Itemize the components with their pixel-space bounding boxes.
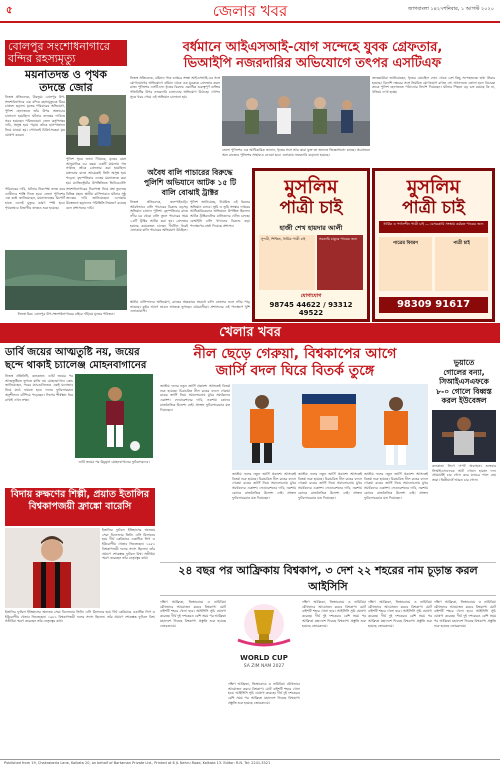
ad-matrimonial-1 [252, 168, 370, 322]
world-cup-label: WORLD CUP [240, 654, 288, 662]
ad1-phone: 98745 44622 / 93312 49522 [269, 301, 353, 317]
sports-story4-headline [432, 358, 496, 406]
story1-headline-line1: বোলপুর সংশোধনাগারে [8, 40, 110, 53]
ad-matrimonial-2 [372, 168, 495, 322]
sports-story2-headline-line1: বিদায় রুক্ষণের শিল্পী, প্রয়াত ইতালির [10, 489, 150, 500]
sports-story2-photo [5, 528, 100, 608]
sports-story5-headline: ২৪ বছর পর আফ্রিকায় বিশ্বকাপ, ৩ দেশ ২২ শহরের নাম চূড়ান্ত করল আইসিসি [160, 562, 496, 596]
sports-story4-headline-line1: ভুয়াতে [453, 358, 475, 367]
sports-story5-body-4: দক্ষিণ আফ্রিকা, জিম্বাবোয়ে ও নামিবিয়া যৌথভাবে আয়োজন করবে বিশ্বকাপ। মোট বাইশটি শহরে খেলা হবে। আইসিসি সূচি ঘোষণা করেছে। দীর্ঘ দুই দশকেরও বেশি সময় পর আফ্রিকা মহাদেশে ফিরছে বিশ্বকাপ। প্রস্তুতি শুরু হয়েছে জোরকদমে। [368, 600, 432, 628]
story1-body-b: পুলিশ সূত্রে জানা গিয়েছে, মৃতের বয়স আনুমানিক ৩৫ বছর। একটি মামলায় গত সপ্তাহে তাঁকে গ্রেফতার করা হয়েছিল। মঙ্গলবার রাতে আচমকাই তিনি অসুস্থ হয়ে পড়েন। বৃহস্পতিবার দেহের ময়নাতদন্ত করা হয়। ম্যাজিস্ট্রেটের উপস্থিতিতে ভিডিওগ্রাফি [66, 157, 126, 185]
ad1-line2: সরকারি চাকুরে পাত্রের জন্য [317, 235, 363, 290]
ad1-title1: মুসলিম [284, 176, 338, 198]
story1-headline-box [5, 40, 127, 66]
sports-story1-photo [75, 374, 153, 458]
sports-story4-headline-line4: ৮-০ গোলে বিধ্বস্ত [436, 386, 492, 396]
sports-story4-headline-line2: গোলের বন্যা, [443, 367, 485, 377]
sports-story1-body: নিজস্ব প্রতিনিধি, কলকাতা: ডার্বি জয়ের পর আত্মতুষ্টিতে ভুগতে রাজি নয় মোহনবাগান। কোচ জানিয়েছেন, পরের ম্যাচগুলিতেও একই মনোভাব নিয়ে মাঠে নামতে হবে। দলের ফুটবলাররাও অনুশীলনে ঝাঁপিয়ে পড়েছেন। লিগের শীর্ষস্থান ধরে রাখাই এখন লক্ষ্য। [5, 374, 73, 402]
story3-body-a: নিজস্ব প্রতিবেদক, জলপাইগুড়ি: অবৈধভাবে বালি পাচারের বিরুদ্ধে বড়সড় অভিযান চালাল পুলিশ। বৃহস্পতিবার রাতে নদীর চর থেকে বালি তুলে পাচারের সময় ১৫টি ট্রাক্টর আটক করা হয়। গ্রেফতার হয়েছে কয়েকজন চালক। দীর্ঘদিন ধরেই এলাকায় বালি পাচারের অভিযোগ উঠছিল। [130, 200, 188, 233]
story3-body-c: স্থানীয় বাসিন্দাদের অভিযোগ, রাতের অন্ধকারে অবাধে বালি তোলার ফলে নদীর পাড় ভাঙছে। বর্ষার আগে ভাঙন আতঙ্কে ভুগছেন গ্রামবাসীরা। প্রশাসনের এই পদক্ষেপে খুশি এলাকাবাসী। [130, 300, 250, 314]
story1-headline-line2: বন্দির রহস্যমৃত্যু [8, 52, 76, 65]
story3-body-b: পুলিশ জানিয়েছে, নিয়মিত এই ধরনের অভিযান চলবে। ভূমি ও ভূমি সংস্কার দপ্তরের আধিকারিকেরাও অভিযানে উপস্থিত ছিলেন। আটক ট্রাক্টরগুলির মালিকদের খোঁজ চলছে। বেআইনি বালি খাদানের বিরুদ্ধে কড়া পদক্ষেপের বার্তা দিয়েছে প্রশাসন। [190, 200, 250, 228]
ad1-name: হাজী শেখ হায়দার আলী [279, 224, 343, 232]
sports-story4-headline-line3: সিআইএসএফকে [439, 377, 489, 386]
ad1-contact-label: যোগাযোগ [300, 293, 322, 299]
sports-story3-body: জাতীয় দলের নতুন জার্সি প্রকাশ্যে আসতেই বিতর্ক শুরু হয়েছে। চিরাচরিত নীল রঙের বদলে গেরুয়া রঙের জার্সি নিয়ে সমালোচনায় মুখর সমর্থকদের একাংশ। ফেডারেশনের দাবি, নকশায় কোনও রাজনৈতিক উদ্দেশ্য নেই। প্রাক্তন ফুটবলারেরাও মত দিয়েছেন। [160, 384, 230, 412]
sports-story3-headline [160, 346, 430, 380]
story1-subhead-line1: ময়নাতদন্ত ও পৃথক [25, 68, 107, 81]
sports-story3-body-3: জাতীয় দলের নতুন জার্সি প্রকাশ্যে আসতেই বিতর্ক শুরু হয়েছে। চিরাচরিত নীল রঙের বদলে গেরুয়া রঙের জার্সি নিয়ে সমালোচনায় মুখর সমর্থকদের একাংশ। ফেডারেশনের দাবি, নকশায় কোনও রাজনৈতিক উদ্দেশ্য নেই। প্রাক্তন ফুটবলারেরাও মত দিয়েছেন। [298, 472, 362, 500]
page-date: জাগবাংলা ১৪২৭শনিবার, ১ আগস্ট ২০২০ [408, 6, 494, 12]
story2-headline-line2: ভিআইপি নজরদারির অভিযোগে তৎপর এসটিএফ [183, 56, 442, 71]
header-rule [0, 21, 500, 23]
story3-headline [130, 168, 250, 198]
story3-headline-line3: বালি বোঝাই ট্রাক্টর [161, 188, 219, 197]
story1-photo-small [66, 95, 126, 155]
ad2-tagline: ধার্মিক ও পর্দানশীন পাত্রী চাই — বেসরকারি সংস্থায় কর্মরত পাত্রের জন্য [379, 221, 488, 233]
story3-headline-line1: অবৈধ বালি পাচারের বিরুদ্ধে [147, 168, 233, 177]
sports-story2-headline-line2: বিশ্বকাপজয়ী ফ্রাঙ্কো বারেসি [28, 501, 132, 512]
sports-story1-caption: ডার্বি জয়ের পর উচ্ছ্বাস মোহনবাগানের ফুটবলারদের। [78, 460, 150, 464]
ad1-title2: পাত্রী চাই [279, 198, 343, 218]
sports-story1-headline-line1: ডার্বি জয়ের আত্মতুষ্টি নয়, জয়ের [5, 347, 140, 358]
story3-headline-line2: পুলিশি অভিযানে আটক ১৫ টি [143, 178, 237, 187]
story2-body-c: জেলা পুলিশের এক আধিকারিক জানান, ধৃতের সঙ্গে আর কারা যুক্ত তা জানতে জিজ্ঞাসাবাদ চলছে। প্রয়োজনে অন্য রাজ্যের পুলিশের সাহায্যও নেওয়া হবে। এলাকায় নজরদারি বাড়ানো হয়েছে। [222, 148, 370, 157]
ad1-line1: সুন্দরী, শিক্ষিত, ধার্মিক পাত্রী চাই [259, 235, 315, 290]
story1-caption: নিজস্ব চিত্র: বোলপুর উপ-সংশোধনাগারের বাইরে দাঁড়িয়ে মৃতের পরিজন। [17, 312, 115, 316]
sports-story4-photo [432, 410, 496, 462]
sports-story3-headline-line2: জার্সি বদল ঘিরে বিতর্ক তুঙ্গে [215, 363, 375, 379]
sports-story4-body: কলকাতা লিগে দাপট অব্যাহত। শুক্রবার সিআইএসএফকে আট গোলে হারাল দল। প্রথমার্ধেই চার গোল করে ম্যাচের দখল নেয় তারা। দ্বিতীয়ার্ধে আরও চার গোল। [432, 464, 496, 483]
story2-body-b: তদন্তকারীরা জানিয়েছেন, ধৃতের মোবাইল ফোন থেকে বেশ কিছু সন্দেহজনক তথ্য উদ্ধার হয়েছে। বিদেশি নম্বরের সঙ্গে নিয়মিত যোগাযোগ রাখত সে। আদালতে তোলা হলে বিচারক তাকে পুলিশ হেফাজতে পাঠানোর নির্দেশ দিয়েছেন। ঘটনার পিছনে বড় চক্র রয়েছে কি না, খতিয়ে দেখা হচ্ছে। [372, 76, 495, 95]
sports-story5-body-2: দক্ষিণ আফ্রিকা, জিম্বাবোয়ে ও নামিবিয়া যৌথভাবে আয়োজন করবে বিশ্বকাপ। মোট বাইশটি শহরে খেলা হবে। আইসিসি সূচি ঘোষণা করেছে। দীর্ঘ দুই দশকেরও বেশি সময় পর আফ্রিকা মহাদেশে ফিরছে বিশ্বকাপ। প্রস্তুতি শুরু হয়েছে জোরকদমে। [228, 682, 300, 705]
sports-banner-title: খেলার খবর [219, 325, 281, 340]
ad2-title2: পাত্রী চাই [402, 198, 465, 218]
sports-story4-headline-line5: করল ইউবেঙ্গল [441, 396, 487, 405]
story2-headline-line1: বর্ধমানে আইএসআই-যোগ সন্দেহে যুবক গ্রেফতার, [182, 40, 443, 55]
story1-subhead [5, 68, 127, 94]
sports-story2-headline [5, 488, 155, 526]
story1-photo [5, 250, 127, 310]
story1-subhead-line2: তদন্তে জোর [39, 81, 93, 94]
sports-story3-headline-line1: নীল ছেড়ে গেরুয়া, বিশ্বকাপের আগে [193, 346, 397, 362]
story2-body-a: নিজস্ব প্রতিবেদক, বর্ধমান: পাক গুপ্তচর সংস্থা আইএসআই-এর সঙ্গে যোগাযোগের অভিযোগে বর্ধমান থেকে এক যুবককে গ্রেফতার করল রাজ্য পুলিশের এসটিএফ। ধৃতের বিরুদ্ধে একাধিক গুরুত্বপূর্ণ ব্যক্তির গতিবিধির উপর নজরদারি চালানোর অভিযোগ উঠেছে। গোপন সূত্রে খবর পেয়ে এই অভিযান চালানো হয়। [130, 76, 220, 99]
sports-story2-body-side: ইতালির ফুটবল ইতিহাসের অন্যতম সেরা ডিফেন্ডার তিনি। এসি মিলানের হয়ে দীর্ঘ কেরিয়ারে একাধিক লিগ ও ইউরোপীয় খেতাব জিতেছেন। ১৯৮২ বিশ্বকাপজয়ী দলের সদস্য ছিলেন। তাঁর প্রয়াণে শোকস্তব্ধ ফুটবল বিশ্ব। সতীর্থরা স্মরণ করেছেন তাঁর নেতৃত্বের কথা। [102, 528, 155, 561]
sports-story1-headline [5, 346, 155, 372]
section-title: জেলার খবর [212, 2, 288, 20]
sports-story5-body-5: দক্ষিণ আফ্রিকা, জিম্বাবোয়ে ও নামিবিয়া যৌথভাবে আয়োজন করবে বিশ্বকাপ। মোট বাইশটি শহরে খেলা হবে। আইসিসি সূচি ঘোষণা করেছে। দীর্ঘ দুই দশকেরও বেশি সময় পর আফ্রিকা মহাদেশে ফিরছে বিশ্বকাপ। প্রস্তুতি শুরু হয়েছে জোরকদমে। [434, 600, 496, 628]
sports-story5-body-1: দক্ষিণ আফ্রিকা, জিম্বাবোয়ে ও নামিবিয়া যৌথভাবে আয়োজন করবে বিশ্বকাপ। মোট বাইশটি শহরে খেলা হবে। আইসিসি সূচি ঘোষণা করেছে। দীর্ঘ দুই দশকেরও বেশি সময় পর আফ্রিকা মহাদেশে ফিরছে বিশ্বকাপ। প্রস্তুতি শুরু হয়েছে জোরকদমে। [160, 600, 226, 628]
footer-imprint: Published from 19, Chakraberia Lane, Kolkata 20, on behalf of Bartaman Private Ltd., Printed at 6 JL Nehru Road, Kolkata 13. Editor: R.N. Tel: 2241-3521 [0, 759, 500, 766]
story2-headline [130, 40, 495, 72]
world-cup-sublabel: SA ZIM NAM 2027 [243, 664, 285, 669]
sports-story2-body: ইতালির ফুটবল ইতিহাসের অন্যতম সেরা ডিফেন্ডার তিনি। এসি মিলানের হয়ে দীর্ঘ কেরিয়ারে একাধিক লিগ ও ইউরোপীয় খেতাব জিতেছেন। ১৯৮২ বিশ্বকাপজয়ী দলের সদস্য ছিলেন। তাঁর প্রয়াণে শোকস্তব্ধ ফুটবল বিশ্ব। সতীর্থরা স্মরণ করেছেন তাঁর নেতৃত্বের কথা। [5, 610, 155, 624]
sports-story3-body-2: জাতীয় দলের নতুন জার্সি প্রকাশ্যে আসতেই বিতর্ক শুরু হয়েছে। চিরাচরিত নীল রঙের বদলে গেরুয়া রঙের জার্সি নিয়ে সমালোচনায় মুখর সমর্থকদের একাংশ। ফেডারেশনের দাবি, নকশায় কোনও রাজনৈতিক উদ্দেশ্য নেই। প্রাক্তন ফুটবলারেরাও মত দিয়েছেন। [232, 472, 296, 500]
story2-photo [222, 76, 370, 146]
world-cup-logo [228, 600, 300, 680]
ad2-col1: পাত্রের বিবরণ [379, 237, 432, 291]
story1-body-c: পরিবারের দাবি, ঘটনার নিরপেক্ষ তদন্ত করে দোষীদের শাস্তি দিতে হবে। জেলা পুলিশের এক কর্তা জানিয়েছেন, ময়নাতদন্তের রিপোর্ট হাতে এলেই মৃত্যুর কারণ স্পষ্ট হবে। পৃথকভাবে বিভাগীয় তদন্তও শুরু হয়েছে। [5, 187, 65, 210]
ad2-phone: 98309 91617 [379, 297, 488, 313]
story1-body-d: সংশোধনাগারের নিরাপত্তা নিয়ে প্রশ্ন তুলেছে বিভিন্ন মহল। স্থানীয় বাসিন্দারাও ঘটনার সুষ্ঠু তদন্তের দাবি জানিয়েছেন। এলাকায় উত্তেজনা ছড়ালেও পরিস্থিতি নিয়ন্ত্রণে রয়েছে বলে প্রশাসনের দাবি। [66, 187, 126, 210]
page-number: ৫ [6, 5, 13, 16]
ad2-col2: পাত্রী চাই [435, 237, 488, 291]
sports-story5-body-3: দক্ষিণ আফ্রিকা, জিম্বাবোয়ে ও নামিবিয়া যৌথভাবে আয়োজন করবে বিশ্বকাপ। মোট বাইশটি শহরে খেলা হবে। আইসিসি সূচি ঘোষণা করেছে। দীর্ঘ দুই দশকেরও বেশি সময় পর আফ্রিকা মহাদেশে ফিরছে বিশ্বকাপ। প্রস্তুতি শুরু হয়েছে জোরকদমে। [302, 600, 366, 628]
story1-body-a: নিজস্ব প্রতিবেদক, বীরভূম: বোলপুর উপ-সংশোধনাগারে এক বন্দির রহস্যমৃত্যুকে ঘিরে চাঞ্চল্য ছড়াল। মৃতের পরিবারের অভিযোগ, পুলিশ হেফাজতে তাঁর উপর অত্যাচার চালানো হয়েছিল। ঘটনার তদন্তের দাবিতে সরব হয়েছেন পরিজনেরা। জেল কর্তৃপক্ষের দাবি, অসুস্থ হয়ে পড়ায় তাঁকে হাসপাতালে নিয়ে যাওয়া হয়। সেখানেই চিকিৎসকেরা মৃত ঘোষণা করেন। [5, 95, 65, 137]
sports-story3-body-4: জাতীয় দলের নতুন জার্সি প্রকাশ্যে আসতেই বিতর্ক শুরু হয়েছে। চিরাচরিত নীল রঙের বদলে গেরুয়া রঙের জার্সি নিয়ে সমালোচনায় মুখর সমর্থকদের একাংশ। ফেডারেশনের দাবি, নকশায় কোনও রাজনৈতিক উদ্দেশ্য নেই। প্রাক্তন ফুটবলারেরাও মত দিয়েছেন। [364, 472, 428, 500]
ad2-title1: মুসলিম [406, 176, 461, 198]
sports-story3-photo [232, 384, 428, 470]
sports-story1-headline-line2: ছন্দে থাকাই চ্যালেঞ্জ মোহনবাগানের [5, 360, 147, 371]
